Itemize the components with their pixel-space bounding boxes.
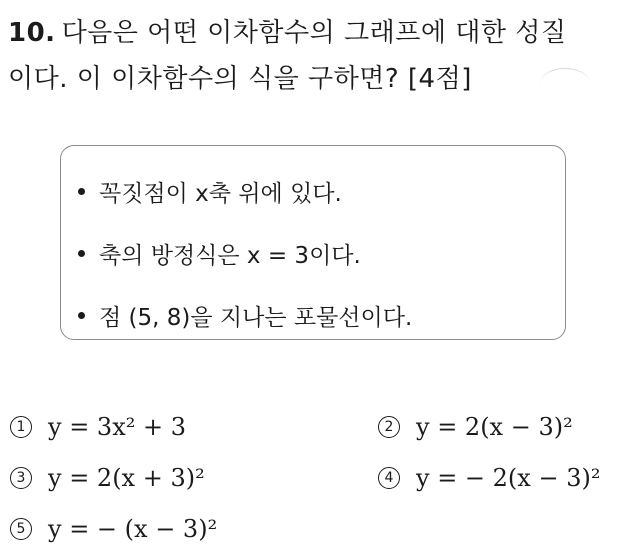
condition-text: 축의 방정식은 x = 3이다. (99, 243, 361, 269)
condition-item (78, 299, 412, 332)
bullet-icon (78, 312, 85, 319)
question-line-2: 이다. 이 이차함수의 식을 구하면? [4점] (8, 64, 472, 94)
question-line-1 (8, 10, 632, 56)
choice-expression: y = 2(x + 3)² (48, 464, 205, 492)
choice-number-icon: 1 (10, 416, 32, 438)
question-number: 10. (8, 18, 56, 48)
choice-number-icon: 3 (10, 467, 32, 489)
choice-2[interactable] (378, 413, 573, 441)
choice-expression: y = 2(x − 3)² (416, 413, 573, 441)
choice-4[interactable] (378, 464, 600, 492)
choice-expression: y = − 2(x − 3)² (416, 464, 601, 492)
choice-number-icon: 2 (378, 416, 400, 438)
bullet-icon (78, 250, 85, 257)
scan-smudge (540, 68, 590, 99)
choice-expression: y = 3x² + 3 (48, 413, 186, 441)
choice-expression: y = − (x − 3)² (48, 515, 218, 543)
choice-number-icon: 4 (378, 467, 400, 489)
question-line-1-text: 다음은 어떤 이차함수의 그래프에 대한 성질 (61, 18, 567, 48)
question-text (8, 10, 632, 102)
choice-5[interactable] (10, 515, 217, 543)
condition-item (78, 175, 342, 208)
choice-number-icon: 5 (10, 518, 32, 540)
condition-item (78, 237, 361, 270)
condition-text: 점 (5, 8)을 지나는 포물선이다. (99, 305, 413, 331)
choice-3[interactable] (10, 464, 205, 492)
condition-text: 꼭짓점이 x축 위에 있다. (99, 181, 342, 207)
choice-1[interactable] (10, 413, 186, 441)
bullet-icon (78, 188, 85, 195)
